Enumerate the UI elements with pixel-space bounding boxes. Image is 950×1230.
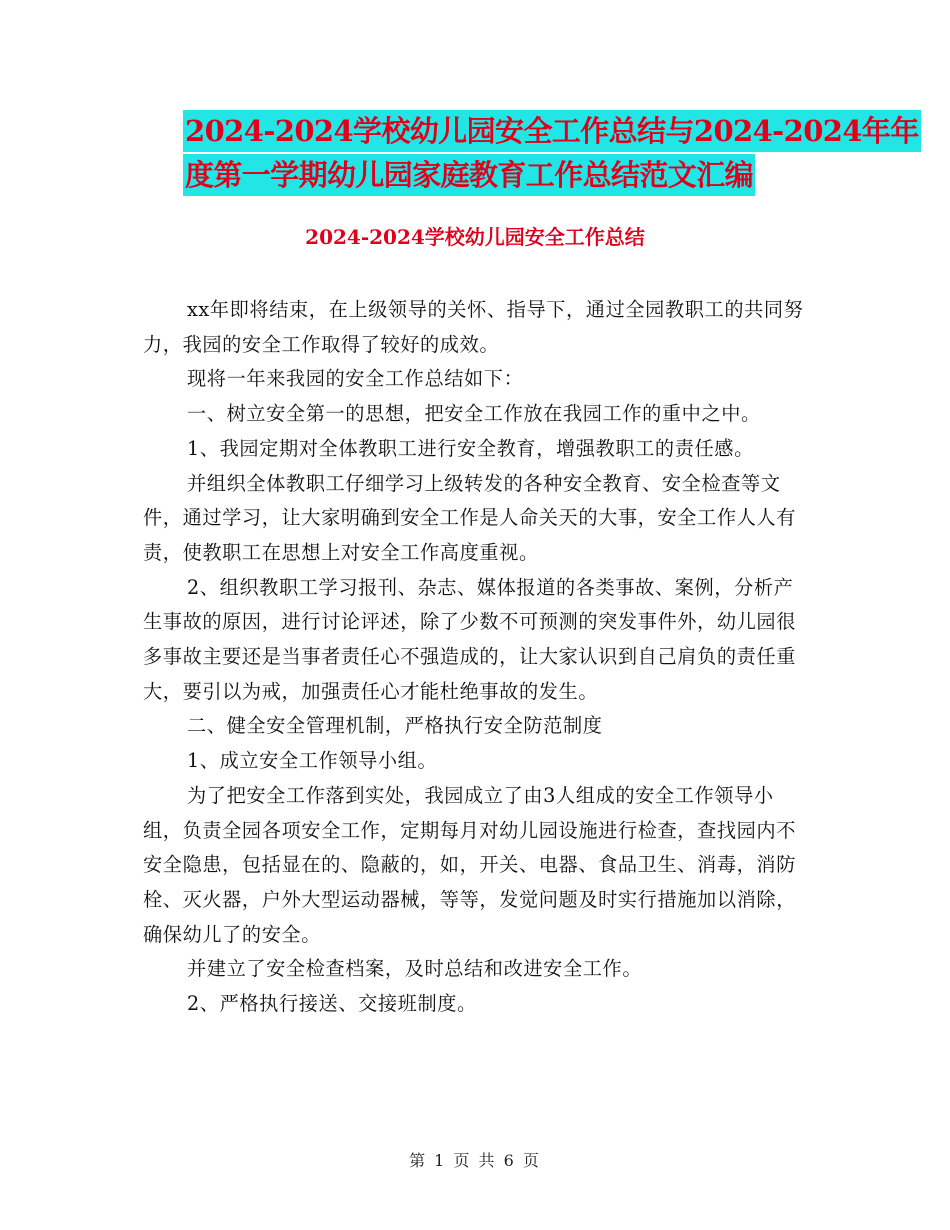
title-line-1: 2024-2024学校幼儿园安全工作总结与2024-2024年年 bbox=[183, 110, 921, 152]
document-title bbox=[183, 110, 919, 198]
paragraph: 二、健全安全管理机制，严格执行安全防范制度 bbox=[187, 714, 603, 738]
paragraph: xx年即将结束，在上级领导的关怀、指导下，通过全园教职工的共同努力，我园的安全工作取得了较好的成效。 bbox=[143, 298, 804, 356]
paragraph: 并建立了安全检查档案，及时总结和改进安全工作。 bbox=[187, 957, 643, 981]
paragraph: 1、我园定期对全体教职工进行安全教育，增强教职工的责任感。 bbox=[187, 436, 754, 460]
paragraph: 为了把安全工作落到实处，我园成立了由3人组成的安全工作领导小组，负责全园各项安全工作，定期每月对幼儿园设施进行检查，查找园内不安全隐患，包括显在的、隐蔽的，如，开关、电器、食品卫生、消毒，消防栓、灭火器，户外大型运动器械，等等，发觉问题及时实行措施加以消除，确保幼儿了的安全。 bbox=[143, 783, 796, 946]
paragraph: 2、严格执行接送、交接班制度。 bbox=[187, 992, 477, 1016]
paragraph: 2、组织教职工学习报刊、杂志、媒体报道的各类事故、案例，分析产生事故的原因，进行讨论评述，除了少数不可预测的突发事件外，幼儿园很多事故主要还是当事者责任心不强造成的，让大家认识到自己肩负的责任重大，要引以为戒，加强责任心才能杜绝事故的发生。 bbox=[143, 575, 796, 703]
paragraph: 并组织全体教职工仔细学习上级转发的各种安全教育、安全检查等文件，通过学习，让大家明确到安全工作是人命关天的大事，安全工作人人有责，使教职工在思想上对安全工作高度重视。 bbox=[143, 471, 796, 564]
document-body bbox=[143, 293, 813, 1022]
page-footer: 第 1 页 共 6 页 bbox=[409, 1151, 541, 1170]
paragraph: 现将一年来我园的安全工作总结如下： bbox=[187, 367, 524, 391]
paragraph: 一、树立安全第一的思想，把安全工作放在我园工作的重中之中。 bbox=[187, 402, 761, 426]
section-title: 2024-2024学校幼儿园安全工作总结 bbox=[305, 225, 645, 249]
paragraph: 1、成立安全工作领导小组。 bbox=[187, 749, 438, 773]
title-line-2: 度第一学期幼儿园家庭教育工作总结范文汇编 bbox=[183, 154, 755, 196]
